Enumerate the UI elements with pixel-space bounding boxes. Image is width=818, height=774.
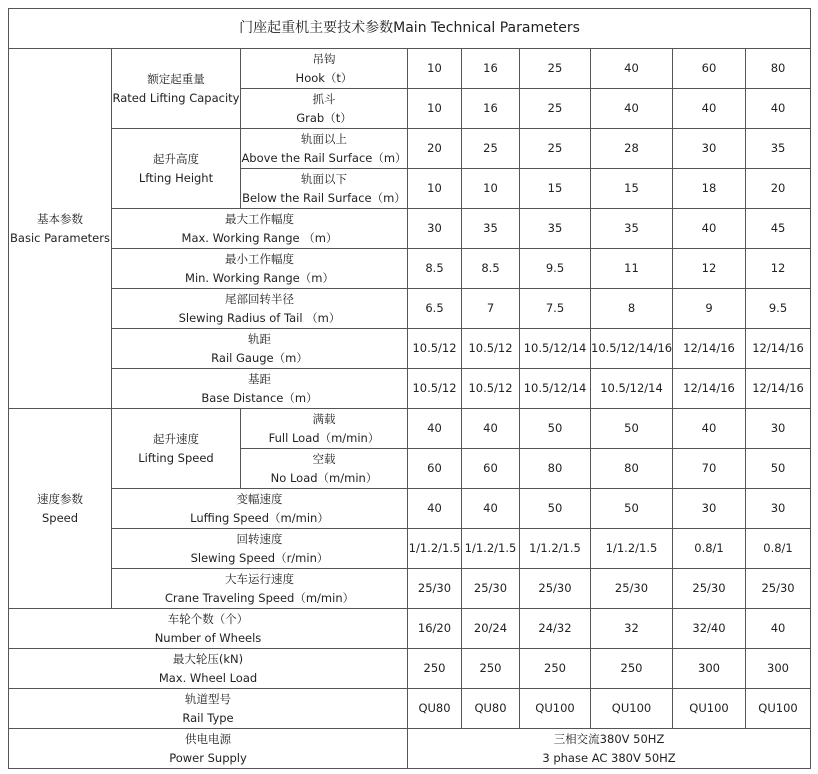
value-cell: 0.8/1 [746,529,811,569]
parameter-label-en: Slewing Radius of Tail （m） [178,310,341,325]
parameter-label-zh: 抓斗 [312,91,336,106]
parameter-label-en: Base Distance（m） [201,390,318,405]
parameter-label-en: Rail Gauge（m） [211,350,308,365]
table-row [9,609,811,649]
parameter-label-zh: 车轮个数（个） [167,611,249,626]
merged-value-cell-en: 3 phase AC 380V 50HZ [542,750,676,765]
value-cell: 25/30 [408,569,462,609]
merged-value-cell-zh: 三相交流380V 50HZ [553,731,665,746]
parameter-label [241,409,408,449]
parameter-label [112,249,408,289]
parameter-label [112,209,408,249]
value-cell: 10 [408,169,462,209]
value-cell: 25/30 [746,569,811,609]
parameter-label-zh: 轨面以上 [301,131,347,146]
value-cell: 60 [673,49,746,89]
value-cell: 10.5/12 [462,329,520,369]
parameter-label-en: Min. Working Range（m） [185,270,334,285]
value-cell: QU100 [591,689,673,729]
parameter-label-zh: 吊钩 [312,51,336,66]
value-cell: 10.5/12/14 [520,369,591,409]
parameter-label-zh: 轨距 [248,331,271,346]
value-cell: QU100 [520,689,591,729]
table-row [9,289,811,329]
parameter-label [241,89,408,129]
value-cell: QU100 [673,689,746,729]
parameter-label [241,169,408,209]
value-cell: 250 [408,649,462,689]
value-cell: 40 [462,489,520,529]
value-cell: 10.5/12 [408,329,462,369]
value-cell: 8.5 [462,249,520,289]
value-cell: 250 [520,649,591,689]
value-cell: 50 [746,449,811,489]
parameter-label-en: Hook（t） [295,70,353,85]
value-cell: 25/30 [591,569,673,609]
value-cell: 12/14/16 [673,329,746,369]
value-cell: 25/30 [520,569,591,609]
value-cell: 0.8/1 [673,529,746,569]
value-cell: 7.5 [520,289,591,329]
value-cell: 16 [462,89,520,129]
parameter-label-zh: 轨面以下 [301,171,347,186]
value-cell: 20 [408,129,462,169]
value-cell: 24/32 [520,609,591,649]
value-cell: 9 [673,289,746,329]
table-row [9,129,811,169]
parameter-label-zh: 尾部回转半径 [225,291,294,306]
value-cell: 50 [591,489,673,529]
parameter-label-en: Max. Wheel Load [158,670,258,685]
parameter-label-en: Luffing Speed（m/min） [190,510,329,525]
parameter-label-zh: 最大轮压(kN) [172,651,244,666]
value-cell: 10.5/12 [462,369,520,409]
value-cell: 32 [591,609,673,649]
value-cell: 300 [673,649,746,689]
value-cell: 40 [462,409,520,449]
value-cell: 40 [746,609,811,649]
value-cell: 30 [408,209,462,249]
group-label-zh: 速度参数 [37,491,83,506]
parameter-label [112,489,408,529]
value-cell: 10 [408,89,462,129]
parameter-label [241,49,408,89]
value-cell: 8 [591,289,673,329]
table-row [9,729,811,769]
value-cell: 32/40 [673,609,746,649]
value-cell: 6.5 [408,289,462,329]
value-cell: 40 [673,409,746,449]
value-cell: 35 [520,209,591,249]
value-cell: 60 [462,449,520,489]
value-cell: 12 [673,249,746,289]
table-row [9,49,811,89]
value-cell: 30 [746,489,811,529]
parameter-label-zh: 基距 [248,371,271,386]
value-cell: 10.5/12 [408,369,462,409]
value-cell: 16/20 [408,609,462,649]
value-cell: 1/1.2/1.5 [408,529,462,569]
parameter-label [9,609,408,649]
table-row [9,249,811,289]
parameter-label-zh: 最大工作幅度 [225,211,294,226]
value-cell: 60 [408,449,462,489]
value-cell: 12/14/16 [746,329,811,369]
merged-value-cell [408,729,811,769]
parameter-label-en: Number of Wheels [154,630,262,645]
subgroup-label-en: Lfting Height [138,170,214,185]
value-cell: 11 [591,249,673,289]
value-cell: 50 [520,409,591,449]
group-label [9,409,112,609]
value-cell: 7 [462,289,520,329]
value-cell: 40 [673,209,746,249]
value-cell: 250 [591,649,673,689]
value-cell: 35 [591,209,673,249]
table-title: 门座起重机主要技术参数Main Technical Parameters [9,9,811,49]
parameter-label-en: Power Supply [169,750,247,765]
subgroup-label-en: Lifting Speed [138,450,214,465]
value-cell: 25/30 [462,569,520,609]
parameter-label-zh: 满载 [312,411,336,426]
parameter-label-en: Max. Working Range （m） [181,230,338,245]
parameter-label [112,529,408,569]
value-cell: QU100 [746,689,811,729]
value-cell: 10 [408,49,462,89]
parameter-label [9,689,408,729]
parameter-label-zh: 空载 [312,451,336,466]
parameter-label [112,569,408,609]
value-cell: 80 [520,449,591,489]
table-row [9,569,811,609]
value-cell: 15 [591,169,673,209]
subgroup-label-zh: 额定起重量 [147,71,205,86]
parameter-label [241,449,408,489]
value-cell: 1/1.2/1.5 [520,529,591,569]
parameter-label [112,289,408,329]
value-cell: 35 [462,209,520,249]
table-row [9,489,811,529]
value-cell: QU80 [408,689,462,729]
subgroup-label [112,49,241,129]
table-row [9,209,811,249]
value-cell: 30 [673,489,746,529]
value-cell: 40 [408,409,462,449]
value-cell: 9.5 [520,249,591,289]
value-cell: 12/14/16 [746,369,811,409]
value-cell: 8.5 [408,249,462,289]
parameter-label-en: Slewing Speed（r/min） [190,550,329,565]
subgroup-label [112,129,241,209]
value-cell: 20/24 [462,609,520,649]
value-cell: 80 [591,449,673,489]
parameter-label [241,129,408,169]
subgroup-label [112,409,241,489]
subgroup-label-zh: 起升高度 [153,151,199,166]
value-cell: 50 [591,409,673,449]
technical-parameters-table [8,8,811,769]
value-cell: 40 [408,489,462,529]
value-cell: 25 [462,129,520,169]
value-cell: 9.5 [746,289,811,329]
value-cell: 25 [520,129,591,169]
value-cell: 10 [462,169,520,209]
parameter-label-en: No Load（m/min） [270,470,378,485]
parameter-label-zh: 轨道型号 [185,691,231,706]
value-cell: 50 [520,489,591,529]
parameter-label [112,329,408,369]
table-row [9,649,811,689]
value-cell: 35 [746,129,811,169]
group-label-en: Basic Parameters [10,230,110,245]
value-cell: 250 [462,649,520,689]
value-cell: 40 [746,89,811,129]
parameter-label-en: Crane Traveling Speed（m/min） [164,590,355,605]
value-cell: 300 [746,649,811,689]
value-cell: 30 [746,409,811,449]
subgroup-label-zh: 起升速度 [153,431,199,446]
parameter-label-en: Below the Rail Surface（m） [242,190,406,205]
value-cell: 40 [591,49,673,89]
value-cell: 45 [746,209,811,249]
table-row [9,329,811,369]
value-cell: 40 [673,89,746,129]
parameter-label [9,649,408,689]
parameter-label-zh: 供电电源 [185,731,231,746]
value-cell: 80 [746,49,811,89]
value-cell: 25 [520,49,591,89]
value-cell: 10.5/12/14 [591,369,673,409]
value-cell: 10.5/12/14/16 [591,329,673,369]
group-label-en: Speed [41,510,79,525]
parameter-label [9,729,408,769]
value-cell: 25 [520,89,591,129]
value-cell: 20 [746,169,811,209]
value-cell: 16 [462,49,520,89]
value-cell: 40 [591,89,673,129]
subgroup-label-en: Rated Lifting Capacity [112,90,240,105]
value-cell: 12 [746,249,811,289]
value-cell: 1/1.2/1.5 [591,529,673,569]
parameter-label-zh: 回转速度 [236,531,283,546]
parameter-label-zh: 大车运行速度 [225,571,294,586]
table-row [9,369,811,409]
table-row [9,529,811,569]
parameter-label-en: Full Load（m/min） [268,430,380,445]
table-row [9,689,811,729]
value-cell: 12/14/16 [673,369,746,409]
title-row [9,9,811,49]
value-cell: 1/1.2/1.5 [462,529,520,569]
parameter-label-zh: 最小工作幅度 [225,251,294,266]
value-cell: 10.5/12/14 [520,329,591,369]
value-cell: 30 [673,129,746,169]
parameter-label-en: Rail Type [182,710,234,725]
value-cell: QU80 [462,689,520,729]
parameter-label [112,369,408,409]
group-label-zh: 基本参数 [37,211,83,226]
value-cell: 25/30 [673,569,746,609]
parameter-label-en: Grab（t） [296,110,352,125]
table-row [9,409,811,449]
parameter-label-zh: 变幅速度 [236,491,283,506]
value-cell: 28 [591,129,673,169]
value-cell: 18 [673,169,746,209]
group-label [9,49,112,409]
parameter-label-en: Above the Rail Surface（m） [241,150,407,165]
value-cell: 70 [673,449,746,489]
value-cell: 15 [520,169,591,209]
